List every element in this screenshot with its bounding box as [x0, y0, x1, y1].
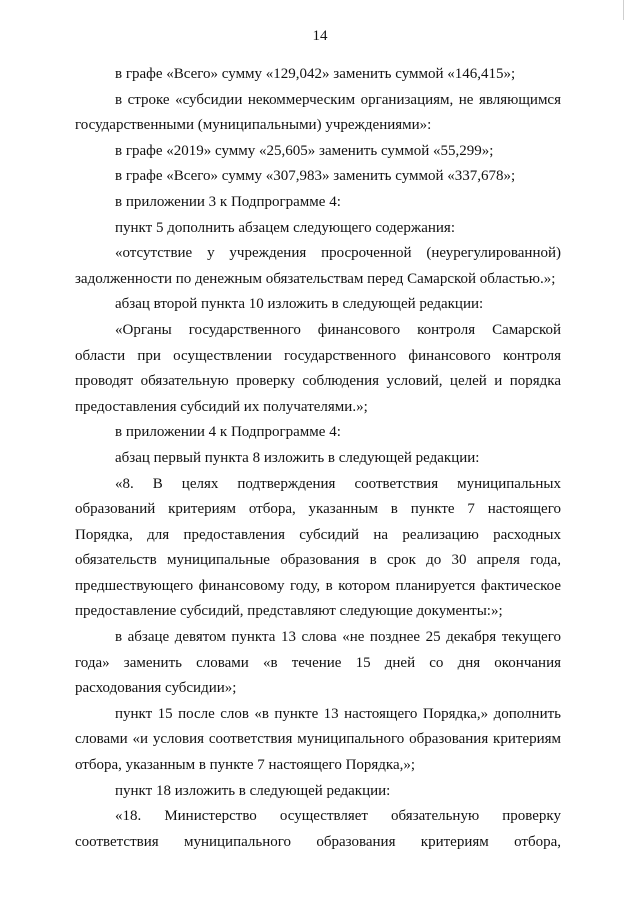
text-line: пункт 18 изложить в следующей редакции: — [115, 782, 391, 799]
text-line: «18. Министерство осуществляет обязательную проверку — [115, 808, 561, 825]
text-line: пункт 5 дополнить абзацем следующего содержания: — [115, 219, 455, 236]
scan-edge-mark — [623, 0, 634, 20]
text-line: в строке «субсидии некоммерческим организациям, не являющимся — [115, 91, 561, 108]
text-line: в приложении 3 к Подпрограмме 4: — [115, 193, 341, 210]
text-line: расходования субсидии»; — [75, 680, 237, 697]
text-line: года» заменить словами «в течение 15 дней со дня окончания — [75, 654, 561, 671]
text-line: Порядка, для предоставления субсидий на реализацию расходных — [75, 526, 561, 543]
text-line: словами «и условия соответствия муниципального образования критериям — [75, 731, 561, 748]
text-line: абзац второй пункта 10 изложить в следующей редакции: — [115, 296, 484, 313]
text-line: в графе «2019» сумму «25,605» заменить суммой «55,299»; — [115, 142, 494, 159]
page-number: 14 — [312, 28, 328, 44]
document-body — [75, 62, 561, 855]
text-line: пункт 15 после слов «в пункте 13 настоящего Порядка,» дополнить — [115, 705, 561, 722]
text-line: проводят обязательную проверку соблюдения условий, целей и порядка — [75, 373, 561, 390]
text-line: абзац первый пункта 8 изложить в следующей редакции: — [115, 449, 480, 466]
text-line: «8. В целях подтверждения соответствия муниципальных — [115, 475, 561, 492]
text-line: образований критериям отбора, указанным в пункте 7 настоящего — [75, 501, 561, 518]
text-line: задолженности по денежным обязательствам перед Самарской областью.»; — [75, 270, 556, 287]
text-line: в графе «Всего» сумму «307,983» заменить суммой «337,678»; — [115, 168, 516, 185]
text-line: предшествующего финансовому году, в котором планируется фактическое — [75, 577, 561, 594]
text-line: предоставления субсидий их получателями.»; — [75, 398, 368, 415]
text-line: обязательств муниципальные образования в срок до 30 апреля года, — [75, 552, 561, 569]
text-line: «отсутствие у учреждения просроченной (неурегулированной) — [115, 245, 561, 262]
text-line: отбора, указанным в пункте 7 настоящего Порядка,»; — [75, 757, 416, 774]
text-line: области при осуществлении государственного финансового контроля — [75, 347, 561, 364]
text-line: государственными (муниципальными) учреждениями»: — [75, 117, 432, 134]
text-line: в графе «Всего» сумму «129,042» заменить суммой «146,415»; — [115, 66, 516, 82]
text-line: предоставление субсидий, представляют следующие документы:»; — [75, 603, 503, 620]
text-line: «Органы государственного финансового контроля Самарской — [115, 321, 561, 338]
text-line: в абзаце девятом пункта 13 слова «не позднее 25 декабря текущего — [115, 629, 561, 646]
text-line: соответствия муниципального образования критериям отбора, — [75, 833, 561, 850]
text-line: в приложении 4 к Подпрограмме 4: — [115, 424, 341, 441]
